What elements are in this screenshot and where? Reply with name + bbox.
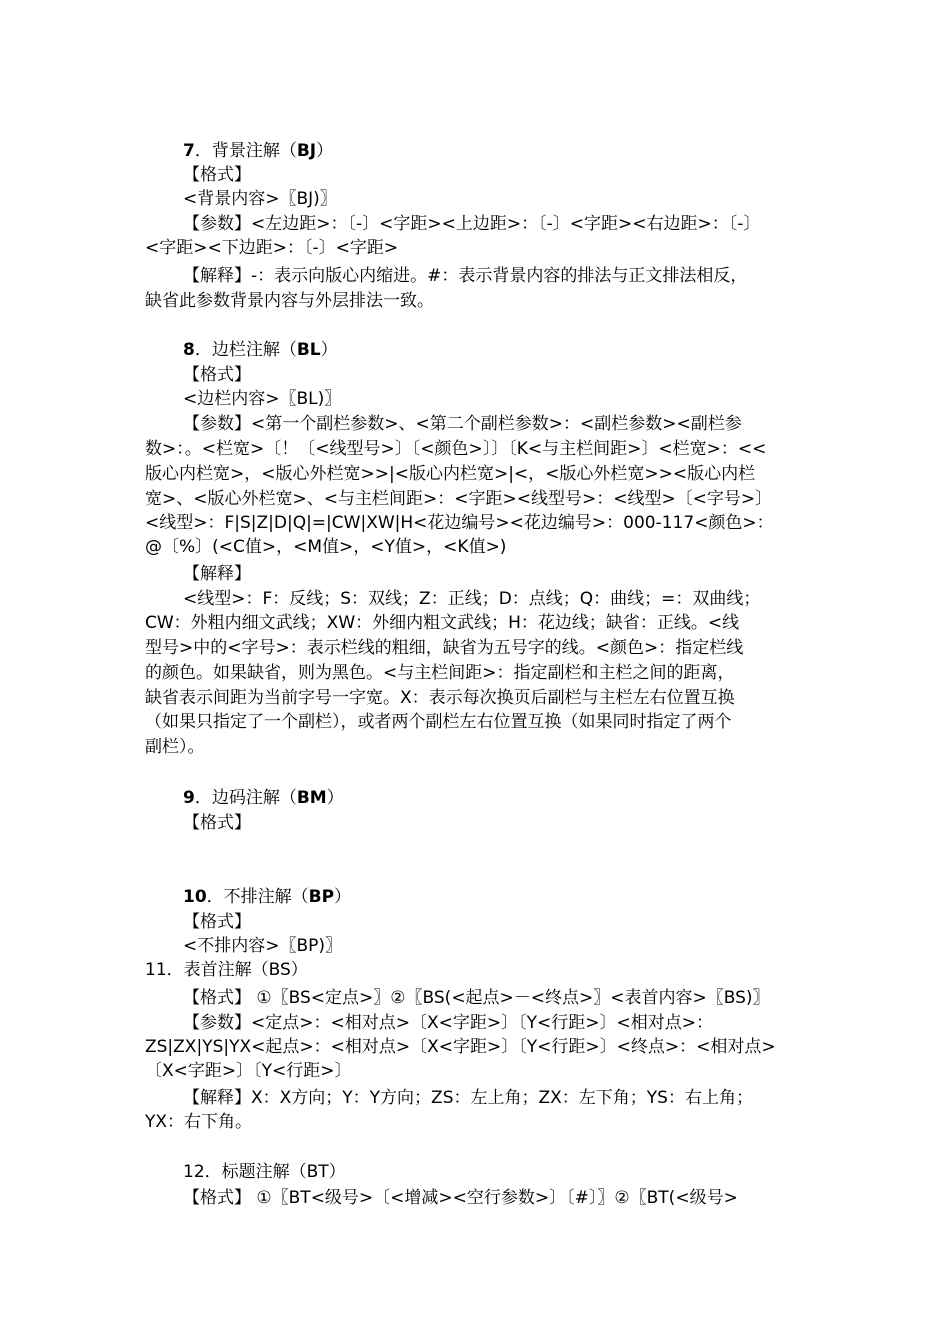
- explain-line: 型号>中的<字号>：表示栏线的粗细，缺省为五号字的线。<颜色>：指定栏线: [145, 638, 744, 658]
- explain-line: 缺省此参数背景内容与外层排法一致。: [145, 291, 434, 311]
- params-line: 版心内栏宽>，<版心外栏宽>>|<版心内栏宽>|<，<版心外栏宽>><版心内栏: [145, 464, 756, 484]
- explain-line: 【解释】-：表示向版心内缩进。#：表示背景内容的排法与正文排法相反，: [183, 266, 748, 286]
- params-line: 【参数】<第一个副栏参数>、<第二个副栏参数>：<副栏参数><副栏参: [183, 414, 742, 434]
- params-line: <线型>：F|S|Z|D|Q|=|CW|XW|H<花边编号><花边编号>：000-117<颜色>：: [145, 513, 774, 533]
- section-title: ．背景注解（: [194, 141, 297, 161]
- section-code: BJ: [296, 141, 317, 161]
- format-syntax: 【格式】 ①〖BS<定点>〗②〖BS(<起点>－<终点>〗<表首内容>〖BS)〗: [183, 988, 770, 1008]
- section-number: 8: [183, 340, 195, 360]
- section-title: ．不排注解（: [206, 887, 309, 907]
- section-close: ）: [320, 340, 338, 360]
- section-number: 10: [183, 887, 207, 907]
- section-code: BP: [308, 887, 335, 907]
- params-line: @〔%〕(<C值>，<M值>，<Y值>，<K值>): [145, 537, 507, 557]
- section-heading-bt: 12．标题注解（BT）: [183, 1162, 346, 1182]
- params-line: <字距><下边距>：〔-〕<字距>: [145, 238, 399, 258]
- params-line: 〔X<字距>〕〔Y<行距>〕: [145, 1061, 352, 1081]
- params-line: 【参数】<定点>：<相对点>〔X<字距>〕〔Y<行距>〕<相对点>：: [183, 1013, 713, 1033]
- section-close: ）: [334, 887, 352, 907]
- params-line: 宽>、<版心外栏宽>、<与主栏间距>：<字距><线型号>：<线型>〔<字号>〕: [145, 489, 773, 509]
- params-line: 数>：。<栏宽>〔！〔<线型号>〕〔<颜色>〕〕〔K<与主栏间距>〕<栏宽>：<<: [145, 439, 767, 459]
- explain-line: YX：右下角。: [145, 1112, 253, 1132]
- section-title: ．边栏注解（: [194, 340, 297, 360]
- section-code: BL: [296, 340, 321, 360]
- section-close: ）: [316, 141, 334, 161]
- explain-line: CW：外粗内细文武线；XW：外细内粗文武线；H：花边线；缺省：正线。<线: [145, 613, 740, 633]
- format-label: 【格式】: [183, 912, 251, 932]
- format-syntax: <边栏内容>〖BL)〗: [183, 389, 342, 409]
- explain-line: 【解释】X：X方向；Y：Y方向；ZS：左上角；ZX：左下角；YS：右上角；: [183, 1088, 753, 1108]
- explain-line: （如果只指定了一个副栏），或者两个副栏左右位置互换（如果同时指定了两个: [145, 712, 732, 732]
- explain-line: <线型>：F：反线；S：双线；Z：正线；D：点线；Q：曲线；=：双曲线；: [183, 589, 761, 609]
- explain-line: 副栏）。: [145, 737, 205, 757]
- section-heading-bj: [183, 139, 809, 163]
- section-close: ）: [326, 788, 344, 808]
- section-heading-bs: 11．表首注解（BS）: [145, 960, 308, 980]
- section-heading-bp: [183, 885, 809, 909]
- params-line: ZS|ZX|YS|YX<起点>：<相对点>〔X<字距>〕〔Y<行距>〕<终点>：<相对点>: [145, 1037, 776, 1057]
- format-label: 【格式】: [183, 813, 251, 833]
- format-syntax: <不排内容>〖BP)〗: [183, 936, 343, 956]
- section-title: ．边码注解（: [194, 788, 297, 808]
- section-number: 7: [183, 141, 195, 161]
- explain-line: 缺省表示间距为当前字号一字宽。X：表示每次换页后副栏与主栏左右位置互换: [145, 688, 735, 708]
- format-syntax: 【格式】 ①〖BT<级号>〔<增减><空行参数>〕〔#〕〗②〖BT(<级号>: [183, 1188, 738, 1208]
- format-label: 【格式】: [183, 365, 251, 385]
- explain-line: 的颜色。如果缺省，则为黑色。<与主栏间距>：指定副栏和主栏之间的距离，: [145, 663, 735, 683]
- section-number: 9: [183, 788, 195, 808]
- section-heading-bl: [183, 338, 809, 362]
- format-syntax: <背景内容>〖BJ)〗: [183, 189, 337, 209]
- params-line: 【参数】<左边距>：〔-〕<字距><上边距>：〔-〕<字距><右边距>：〔-〕: [183, 214, 761, 234]
- format-label: 【格式】: [183, 165, 251, 185]
- section-heading-bm: [183, 786, 809, 810]
- section-code: BM: [296, 788, 327, 808]
- explain-label: 【解释】: [183, 564, 251, 584]
